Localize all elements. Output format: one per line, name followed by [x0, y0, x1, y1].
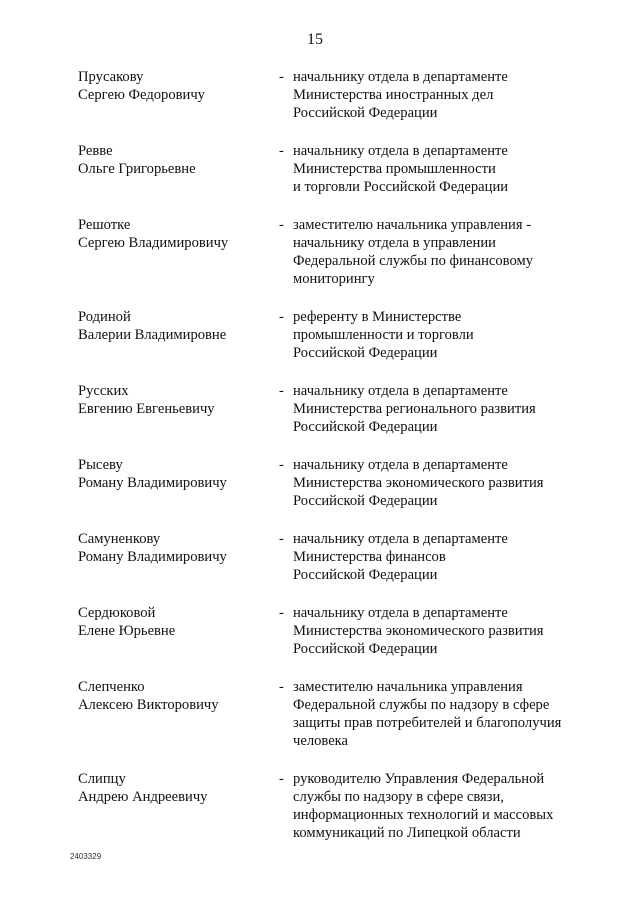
dash-separator: -	[279, 457, 284, 473]
position-line: промышленности и торговли	[293, 327, 474, 343]
person-name	[78, 308, 268, 344]
position-line: службы по надзору в сфере связи,	[293, 789, 504, 805]
position-text	[293, 530, 593, 584]
position-line: начальнику отдела в департаменте	[293, 143, 508, 159]
person-name	[78, 216, 268, 252]
position-line: человека	[293, 733, 349, 749]
page-number: 15	[307, 31, 323, 48]
position-line: информационных технологий и массовых	[293, 807, 554, 823]
surname: Слепченко	[78, 679, 145, 695]
position-text	[293, 678, 593, 750]
position-line: референту в Министерстве	[293, 309, 462, 325]
list-item	[0, 604, 640, 658]
position-line: и торговли Российской Федерации	[293, 179, 509, 195]
given-names: Ольге Григорьевне	[78, 161, 196, 177]
list-item	[0, 308, 640, 362]
position-text	[293, 308, 593, 362]
person-name	[78, 142, 268, 178]
appointment-list	[0, 68, 640, 862]
list-item	[0, 68, 640, 122]
position-line: заместителю начальника управления	[293, 679, 523, 695]
person-name	[78, 604, 268, 640]
position-line: мониторингу	[293, 271, 375, 287]
surname: Решотке	[78, 217, 131, 233]
surname: Слипцу	[78, 771, 126, 787]
position-line: Федеральной службы по финансовому	[293, 253, 533, 269]
dash-separator: -	[279, 605, 284, 621]
surname: Самуненкову	[78, 531, 161, 547]
position-line: руководителю Управления Федеральной	[293, 771, 545, 787]
list-item	[0, 530, 640, 584]
position-line: Российской Федерации	[293, 493, 438, 509]
position-line: начальнику отдела в департаменте	[293, 457, 508, 473]
surname: Ревве	[78, 143, 113, 159]
surname: Прусакову	[78, 69, 144, 85]
position-text	[293, 770, 593, 842]
given-names: Валерии Владимировне	[78, 327, 227, 343]
surname: Сердюковой	[78, 605, 156, 621]
position-line: Министерства регионального развития	[293, 401, 536, 417]
dash-separator: -	[279, 143, 284, 159]
position-line: Министерства иностранных дел	[293, 87, 494, 103]
given-names: Роману Владимировичу	[78, 549, 227, 565]
position-line: Министерства экономического развития	[293, 623, 544, 639]
person-name	[78, 770, 268, 806]
dash-separator: -	[279, 69, 284, 85]
position-line: начальнику отдела в департаменте	[293, 531, 508, 547]
surname: Русских	[78, 383, 129, 399]
list-item	[0, 456, 640, 510]
position-text	[293, 216, 593, 288]
position-line: Министерства промышленности	[293, 161, 496, 177]
position-line: Министерства финансов	[293, 549, 446, 565]
dash-separator: -	[279, 679, 284, 695]
position-text	[293, 142, 593, 196]
list-item	[0, 142, 640, 196]
dash-separator: -	[279, 309, 284, 325]
given-names: Роману Владимировичу	[78, 475, 227, 491]
position-line: начальнику отдела в департаменте	[293, 383, 508, 399]
document-code: 2403329	[70, 852, 102, 861]
given-names: Елене Юрьевне	[78, 623, 176, 639]
position-line: коммуникаций по Липецкой области	[293, 825, 521, 841]
position-line: Федеральной службы по надзору в сфере	[293, 697, 550, 713]
person-name	[78, 678, 268, 714]
position-line: заместителю начальника управления -	[293, 217, 532, 233]
list-item	[0, 678, 640, 750]
dash-separator: -	[279, 217, 284, 233]
position-line: Российской Федерации	[293, 105, 438, 121]
position-line: Российской Федерации	[293, 345, 438, 361]
position-line: начальнику отдела в управлении	[293, 235, 496, 251]
surname: Родиной	[78, 309, 131, 325]
person-name	[78, 456, 268, 492]
given-names: Андрею Андреевичу	[78, 789, 208, 805]
surname: Рысеву	[78, 457, 123, 473]
position-line: начальнику отдела в департаменте	[293, 69, 508, 85]
position-line: Российской Федерации	[293, 641, 438, 657]
position-line: начальнику отдела в департаменте	[293, 605, 508, 621]
dash-separator: -	[279, 383, 284, 399]
position-text	[293, 604, 593, 658]
person-name	[78, 382, 268, 418]
position-line: Министерства экономического развития	[293, 475, 544, 491]
position-text	[293, 382, 593, 436]
given-names: Евгению Евгеньевичу	[78, 401, 215, 417]
position-text	[293, 68, 593, 122]
list-item	[0, 382, 640, 436]
given-names: Сергею Владимировичу	[78, 235, 229, 251]
given-names: Сергею Федоровичу	[78, 87, 205, 103]
list-item	[0, 770, 640, 842]
given-names: Алексею Викторовичу	[78, 697, 219, 713]
position-line: Российской Федерации	[293, 419, 438, 435]
person-name	[78, 68, 268, 104]
position-line: защиты прав потребителей и благополучия	[293, 715, 562, 731]
position-text	[293, 456, 593, 510]
person-name	[78, 530, 268, 566]
dash-separator: -	[279, 771, 284, 787]
position-line: Российской Федерации	[293, 567, 438, 583]
dash-separator: -	[279, 531, 284, 547]
list-item	[0, 216, 640, 288]
